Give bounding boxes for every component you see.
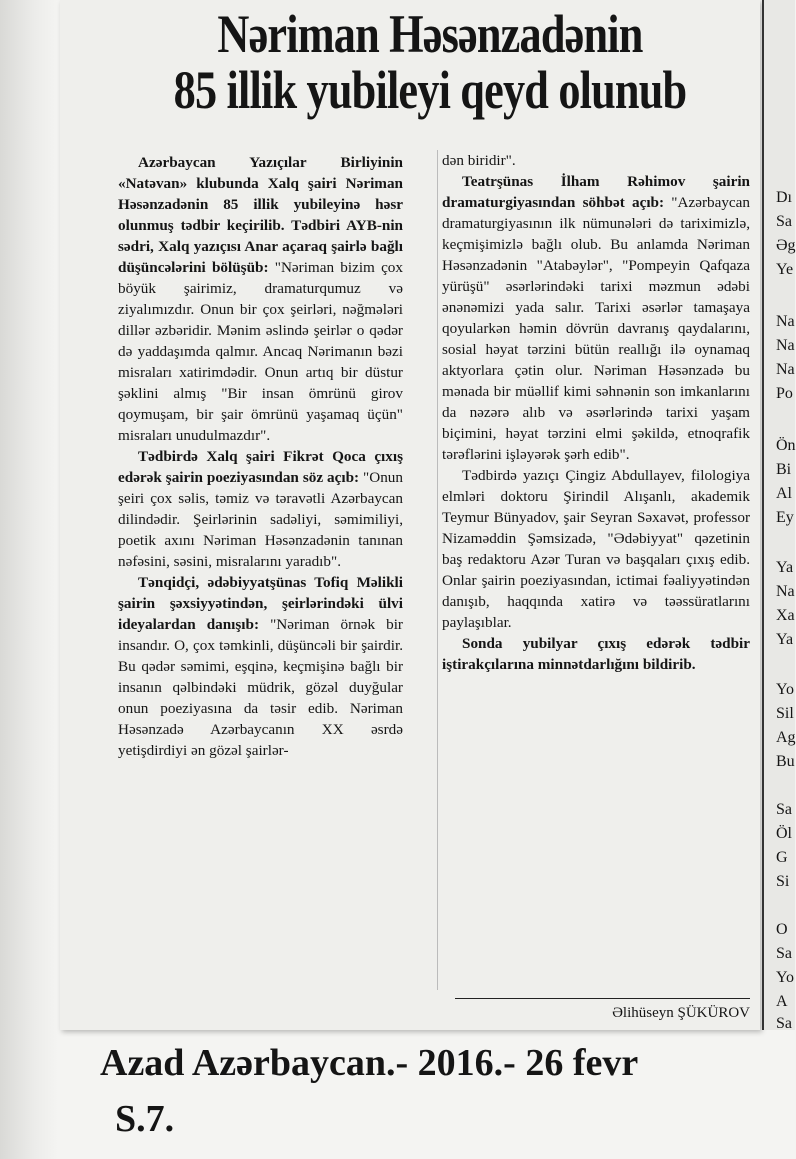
strip-text: Sil	[776, 705, 794, 722]
paragraph-continuation: dən biridir".	[442, 152, 516, 169]
strip-text: Ya	[776, 559, 794, 576]
body-text: "Nəriman örnək bir insandır. O, çox təmkinli, düşüncəli bir şairdir. Bu qədər səmimi, eşqinə, keçmişinə bağlı bir insanın qəlbindəki müdrik, gözəl duyğular onun poeziyasına da təsir edib. Nəriman Həsənzadə Azərbaycanın XX əsrdə yetişdirdiyi ən gözəl şairlər-	[118, 616, 403, 759]
strip-text: Ag	[776, 729, 796, 746]
title-line-1: Nəriman Həsənzadənin	[217, 4, 643, 64]
signature-rule	[455, 998, 750, 999]
strip-text: Na	[776, 361, 795, 378]
strip-text: Sa	[776, 213, 792, 230]
article-column-1	[118, 152, 403, 761]
article-title	[151, 6, 709, 118]
lead-text: Tədbirdə Xalq şairi Fikrət Qoca çıxış edərək şairin poeziyasından söz açıb:	[118, 448, 403, 486]
strip-text: Bu	[776, 753, 795, 770]
paragraph	[118, 446, 403, 572]
strip-text: Sa	[776, 801, 792, 818]
title-line-2: 85 illik yubileyi qeyd olunub	[173, 60, 687, 120]
paragraph	[118, 152, 403, 446]
strip-text: Sa	[776, 1015, 792, 1032]
strip-text: Əg	[776, 237, 796, 254]
strip-text: A	[776, 993, 788, 1010]
strip-text: Al	[776, 485, 792, 502]
strip-text: Yo	[776, 681, 794, 698]
body-text: "Azərbaycan dramaturgiyasının ilk nümunələri də tariximizlə, keçmişimizlə bağlı olub. Bu anlamda Nəriman Həsənzadənin "Atabəylər", "Pompeyin Qafqaza yürüşü" əsərlərindəki tarixi məzmun ədəbi ənənəmizi yada salır. Tarixi əsərlər tamaşaya qoyularkən həmin dövrün davranış qaydalarını, sosial həyat tərzini bütün reallığı ilə oynamaq aktyorlara çətin olur. Nəriman Həsənzadə bu mənada bir müəllif kimi səhnənin son imkanlarını da nəzərə alıb və əsərlərində tarixi yaşam biçimini, həyat tərzini elmi şəkildə, etnoqrafik tərəflərini işləyərək şərh edib".	[442, 194, 751, 463]
strip-text: Sa	[776, 945, 792, 962]
strip-text: Yo	[776, 969, 794, 986]
strip-text: Xa	[776, 607, 795, 624]
adjacent-column-strip	[762, 0, 795, 1030]
lead-text: Azərbaycan Yazıçılar Birliyinin «Natəvan» klubunda Xalq şairi Nəriman Həsənzadənin 85 illik yubileyinə həsr olunmuş tədbir keçirilib. Tədbiri AYB-nin sədri, Xalq yazıçısı Anar açaraq şairlə bağlı düşüncələrini bölüşüb:	[118, 154, 403, 276]
strip-text: Po	[776, 385, 793, 402]
strip-text: Bi	[776, 461, 792, 478]
strip-text: Na	[776, 337, 795, 354]
body-text: "Nəriman bizim çox böyük şairimiz, dramaturqumuz və ziyalımızdır. Onun bir çox şeirləri, nəğmələri dillər əzbəridir. Mənim əslində şeirlər o qədər də yaddaşımda qalmır. Ancaq Nərimanın bəzi misraları xatirimdədir. Onun artıq bir düstur şəklini almış "Bir insan ömrünü girov qoymuşam, bir şair ömrünü yaşamaq üçün" misraları unudulmazdır".	[118, 259, 403, 444]
strip-text: Ya	[776, 631, 794, 648]
article-column-2	[442, 150, 750, 675]
strip-text: Ön	[776, 437, 796, 454]
strip-text: Na	[776, 583, 795, 600]
lead-text: Tənqidçi, ədəbiyyatşünas Tofiq Məlikli şairin şəxsiyyətindən, şeirlərindəki ülvi ideyalardan danışıb:	[118, 574, 403, 633]
source-caption: Azad Azərbaycan.- 2016.- 26 fevr	[100, 1042, 639, 1084]
column-divider	[437, 150, 438, 990]
paragraph	[118, 572, 403, 761]
strip-text: O	[776, 921, 788, 938]
author-signature: Əlihüseyn ŞÜKÜROV	[612, 1005, 750, 1021]
paragraph: Tədbirdə yazıçı Çingiz Abdullayev, filologiya elmləri doktoru Şirindil Alışanlı, akademik Teymur Bünyadov, şair Seyran Səxavət, professor Nizaməddin Şəmsizadə, "Ədəbiyyat" qəzetinin baş redaktoru Azər Turan və başqaları çıxış edib. Onlar şairin poeziyasından, ictimai fəaliyyətindən danışıb, haqqında xatirə və təəssüratlarını paylaşıblar.	[442, 467, 750, 631]
closing-paragraph: Sonda yubilyar çıxış edərək tədbir iştirakçılarına minnətdarlığını bildirib.	[442, 635, 750, 673]
strip-text: Ye	[776, 261, 794, 278]
strip-text: Ey	[776, 509, 794, 526]
strip-text: Öl	[776, 825, 792, 842]
strip-text: G	[776, 849, 788, 866]
paragraph	[442, 171, 750, 465]
page-edge	[0, 0, 58, 1159]
page-reference: S.7.	[115, 1098, 175, 1140]
strip-text: Si	[776, 873, 790, 890]
strip-text: Na	[776, 313, 795, 330]
strip-text: Dı	[776, 189, 792, 206]
lead-text: Teatrşünas İlham Rəhimov şairin dramaturgiyasından söhbət açıb:	[442, 173, 750, 211]
body-text: "Onun şeiri çox səlis, təmiz və təravətli Azərbaycan dilindədir. Şeirlərinin sadəliyi, səmimiliyi, poetik axını Nəriman Həsənzadənin tanınan nəfəsini, səsini, misralarını yaradıb".	[118, 469, 403, 570]
